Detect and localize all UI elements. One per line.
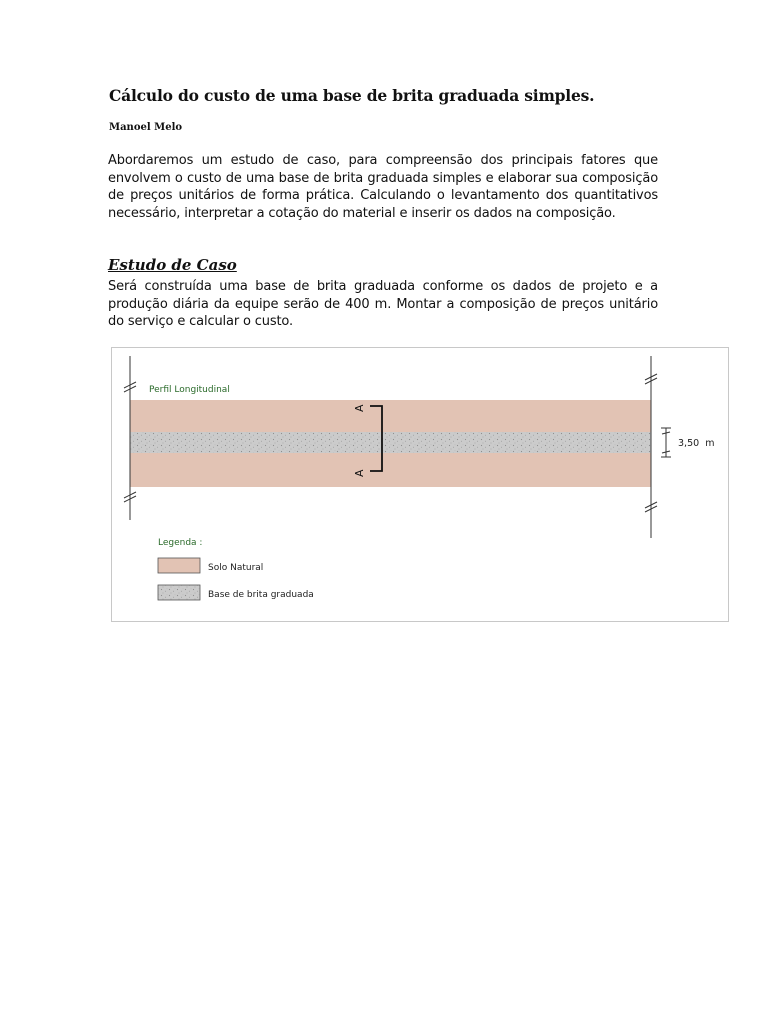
natural-soil-top-band <box>130 400 651 433</box>
section-mark-bottom: A <box>353 469 366 477</box>
case-paragraph: Será construída uma base de brita graduada conforme os dados de projeto e a produção diária da equipe serão de 400 m. Montar a composição de preços unitário do serviço e calcular o custo. <box>108 279 658 330</box>
dimension-label: 3,50 m <box>678 438 715 449</box>
document-title: Cálculo do custo de uma base de brita graduada simples. <box>109 86 595 105</box>
natural-soil-bottom-band <box>130 453 651 487</box>
legend-label-gravel-base: Base de brita graduada <box>208 590 314 600</box>
profile-figure <box>111 347 729 622</box>
section-mark-top: A <box>353 404 366 412</box>
legend-label-solo-natural: Solo Natural <box>208 563 264 573</box>
gravel-base-band <box>130 432 651 453</box>
dimension-marker <box>661 428 671 457</box>
legend-title: Legenda : <box>158 538 203 548</box>
section-heading: Estudo de Caso <box>108 256 237 274</box>
legend-swatch-solo-natural <box>158 558 200 573</box>
intro-paragraph: Abordaremos um estudo de caso, para compreensão dos principais fatores que envolvem o custo de uma base de brita graduada simples e elaborar sua composição de preços unitários de forma prática. Calculando o levantamento dos quantitativos necessário, interpretar a cotação do material e inserir os dados na composição. <box>108 153 658 221</box>
profile-label: Perfil Longitudinal <box>149 385 230 395</box>
author-name: Manoel Melo <box>109 122 183 133</box>
legend-swatch-gravel-base <box>158 585 200 600</box>
